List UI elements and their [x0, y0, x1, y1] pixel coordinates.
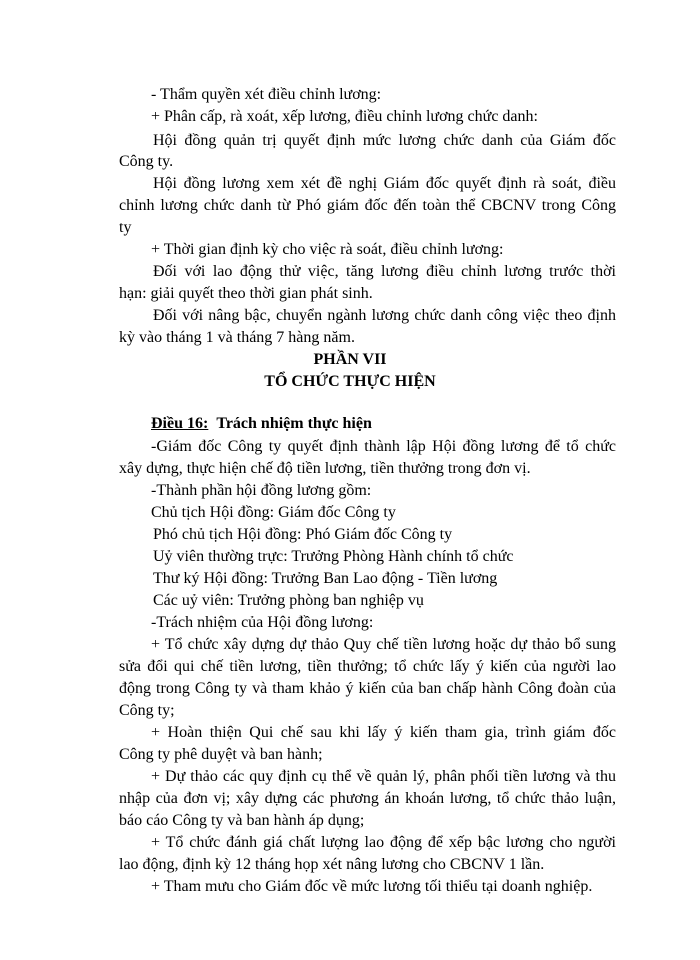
- text-line: Hội đồng lương xem xét đề nghị Giám đốc quyết định rà soát, điều: [153, 175, 616, 192]
- text-line: -Giám đốc Công ty quyết định thành lập Hội đồng lương để tổ chức: [151, 438, 616, 455]
- text-line: - Thẩm quyền xét điều chỉnh lương:: [151, 86, 382, 103]
- text-line: -Thành phần hội đồng lương gồm:: [151, 482, 372, 499]
- text-line: + Tổ chức xây dựng dự thảo Quy chế tiền lương hoặc dự thảo bổ sung: [151, 636, 616, 653]
- text-line: xây dựng, thực hiện chế độ tiền lương, tiền thưởng trong đơn vị.: [119, 460, 531, 477]
- text-line: kỳ vào tháng 1 và tháng 7 hàng năm.: [119, 329, 355, 346]
- text-line: -Trách nhiệm của Hội đồng lương:: [151, 614, 374, 631]
- text-line: + Tham mưu cho Giám đốc về mức lương tối thiểu tại doanh nghiệp.: [151, 878, 593, 895]
- article-title: Trách nhiệm thực hiện: [216, 415, 372, 432]
- text-line: Uỷ viên thường trực: Trưởng Phòng Hành chính tổ chức: [153, 548, 514, 565]
- text-line: Thư ký Hội đồng: Trưởng Ban Lao động - Tiền lương: [153, 570, 498, 587]
- article-heading: [151, 413, 372, 435]
- text-line: Công ty phê duyệt và ban hành;: [119, 746, 323, 763]
- text-line: chỉnh lương chức danh từ Phó giám đốc đến toàn thể CBCNV trong Công: [119, 197, 616, 214]
- text-line: Hội đồng quản trị quyết định mức lương chức danh của Giám đốc: [153, 132, 616, 149]
- article-label: Điều 16:: [151, 415, 209, 432]
- text-line: Đối với lao động thử việc, tăng lương điều chỉnh lương trước thời: [153, 263, 616, 280]
- text-line: Công ty;: [119, 702, 175, 719]
- part-title: TỔ CHỨC THỰC HIỆN: [264, 373, 436, 390]
- part-number: PHẦN VII: [313, 351, 387, 368]
- text-line: Chủ tịch Hội đồng: Giám đốc Công ty: [151, 504, 396, 521]
- text-line: sửa đổi qui chế tiền lương, tiền thưởng; tổ chức lấy ý kiến của người lao: [119, 658, 616, 675]
- text-line: ty: [119, 219, 132, 236]
- text-line: Đối với nâng bậc, chuyển ngành lương chức danh công việc theo định: [153, 307, 616, 324]
- text-line: + Phân cấp, rà xoát, xếp lương, điều chỉnh lương chức danh:: [151, 108, 538, 125]
- text-line: nhập của đơn vị; xây dựng các phương án khoán lương, tổ chức thảo luận,: [119, 790, 616, 807]
- text-line: động trong Công ty và tham khảo ý kiến của ban chấp hành Công đoàn của: [119, 680, 616, 697]
- text-line: Các uỷ viên: Trưởng phòng ban nghiệp vụ: [153, 592, 424, 609]
- text-line: Công ty.: [119, 153, 174, 170]
- text-line: hạn: giải quyết theo thời gian phát sinh.: [119, 285, 373, 302]
- text-line: + Tổ chức đánh giá chất lượng lao động để xếp bậc lương cho người: [151, 834, 616, 851]
- text-line: + Hoàn thiện Qui chế sau khi lấy ý kiến tham gia, trình giám đốc: [151, 724, 616, 741]
- text-line: + Thời gian định kỳ cho việc rà soát, điều chỉnh lương:: [151, 241, 504, 258]
- text-line: lao động, định kỳ 12 tháng họp xét nâng lương cho CBCNV 1 lần.: [119, 856, 545, 873]
- text-line: Phó chủ tịch Hội đồng: Phó Giám đốc Công ty: [153, 526, 453, 543]
- text-line: + Dự thảo các quy định cụ thể về quản lý, phân phối tiền lương và thu: [151, 768, 616, 785]
- text-line: báo cáo Công ty và ban hành áp dụng;: [119, 812, 365, 829]
